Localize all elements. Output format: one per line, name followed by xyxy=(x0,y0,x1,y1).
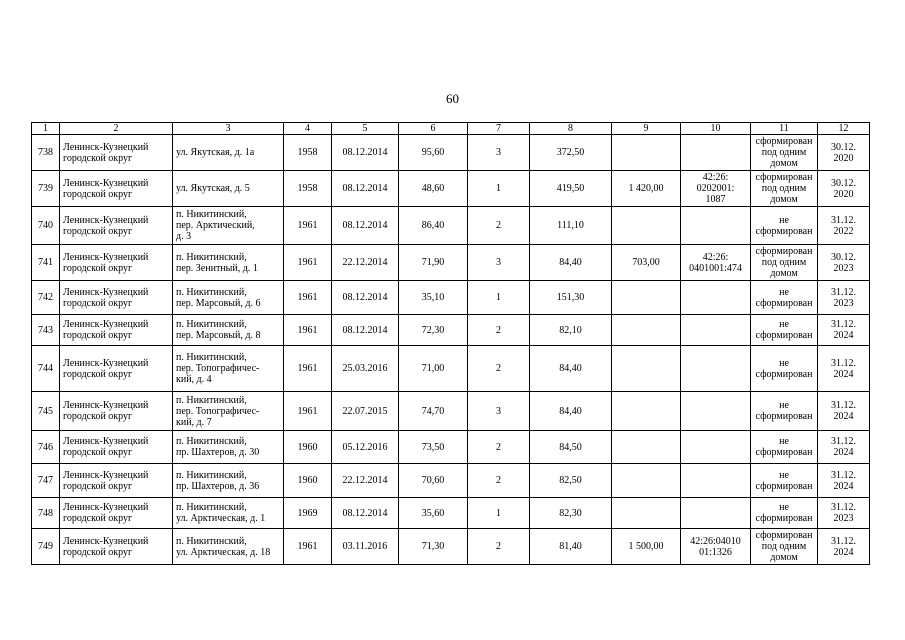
deadline-cell: 31.12. 2023 xyxy=(818,281,870,315)
area-cell: 35,10 xyxy=(399,281,468,315)
date-cell: 08.12.2014 xyxy=(332,281,399,315)
page-number: 60 xyxy=(446,91,459,106)
plot-status-cell: не сформирован xyxy=(751,392,818,431)
year-cell: 1969 xyxy=(284,498,332,529)
row-number-cell: 744 xyxy=(32,346,60,392)
count-cell: 2 xyxy=(468,346,530,392)
count-cell: 2 xyxy=(468,431,530,464)
table-row xyxy=(32,315,870,346)
deadline-cell: 30.12. 2020 xyxy=(818,135,870,171)
plot-area-cell xyxy=(612,207,681,245)
deadline-cell: 31.12. 2024 xyxy=(818,464,870,498)
municipality-cell: Ленинск-Кузнецкий городской округ xyxy=(60,529,173,565)
plot-status-cell: не сформирован xyxy=(751,315,818,346)
column-number-row xyxy=(32,123,870,135)
area-cell: 71,90 xyxy=(399,245,468,281)
plot-area-cell xyxy=(612,135,681,171)
table-row xyxy=(32,529,870,565)
year-cell: 1961 xyxy=(284,392,332,431)
address-cell: п. Никитинский, пер. Зенитный, д. 1 xyxy=(173,245,284,281)
plot-status-cell: сформирован под одним домом xyxy=(751,245,818,281)
count-cell: 3 xyxy=(468,245,530,281)
cadastral-number-cell xyxy=(681,392,751,431)
table-row xyxy=(32,171,870,207)
year-cell: 1961 xyxy=(284,346,332,392)
date-cell: 22.12.2014 xyxy=(332,245,399,281)
deadline-cell: 30.12. 2023 xyxy=(818,245,870,281)
count-cell: 3 xyxy=(468,392,530,431)
deadline-cell: 31.12. 2023 xyxy=(818,498,870,529)
date-cell: 08.12.2014 xyxy=(332,135,399,171)
plot-area-cell xyxy=(612,431,681,464)
plot-area-cell xyxy=(612,464,681,498)
land-area-cell: 82,30 xyxy=(530,498,612,529)
land-area-cell: 372,50 xyxy=(530,135,612,171)
area-cell: 95,60 xyxy=(399,135,468,171)
land-area-cell: 151,30 xyxy=(530,281,612,315)
count-cell: 1 xyxy=(468,281,530,315)
year-cell: 1958 xyxy=(284,135,332,171)
cadastral-number-cell xyxy=(681,431,751,464)
municipality-cell: Ленинск-Кузнецкий городской округ xyxy=(60,346,173,392)
col-header-12: 12 xyxy=(818,123,870,135)
land-area-cell: 111,10 xyxy=(530,207,612,245)
date-cell: 22.07.2015 xyxy=(332,392,399,431)
col-header-3: 3 xyxy=(173,123,284,135)
col-header-2: 2 xyxy=(60,123,173,135)
count-cell: 2 xyxy=(468,529,530,565)
row-number-cell: 739 xyxy=(32,171,60,207)
municipality-cell: Ленинск-Кузнецкий городской округ xyxy=(60,315,173,346)
col-header-7: 7 xyxy=(468,123,530,135)
cadastral-number-cell xyxy=(681,281,751,315)
address-cell: п. Никитинский, пер. Топографичес- кий, д. 7 xyxy=(173,392,284,431)
cadastral-number-cell: 42:26: 0202001: 1087 xyxy=(681,171,751,207)
address-cell: п. Никитинский, пер. Марсовый, д. 8 xyxy=(173,315,284,346)
municipality-cell: Ленинск-Кузнецкий городской округ xyxy=(60,464,173,498)
municipality-cell: Ленинск-Кузнецкий городской округ xyxy=(60,431,173,464)
municipality-cell: Ленинск-Кузнецкий городской округ xyxy=(60,245,173,281)
count-cell: 2 xyxy=(468,464,530,498)
plot-area-cell: 1 420,00 xyxy=(612,171,681,207)
cadastral-number-cell: 42:26: 0401001:474 xyxy=(681,245,751,281)
cadastral-number-cell: 42:26:04010 01:1326 xyxy=(681,529,751,565)
date-cell: 08.12.2014 xyxy=(332,498,399,529)
area-cell: 86,40 xyxy=(399,207,468,245)
area-cell: 72,30 xyxy=(399,315,468,346)
municipality-cell: Ленинск-Кузнецкий городской округ xyxy=(60,392,173,431)
land-area-cell: 82,10 xyxy=(530,315,612,346)
land-area-cell: 84,50 xyxy=(530,431,612,464)
housing-register-table xyxy=(31,122,870,565)
table-row xyxy=(32,207,870,245)
land-area-cell: 81,40 xyxy=(530,529,612,565)
plot-status-cell: сформирован под одним домом xyxy=(751,529,818,565)
col-header-8: 8 xyxy=(530,123,612,135)
year-cell: 1958 xyxy=(284,171,332,207)
municipality-cell: Ленинск-Кузнецкий городской округ xyxy=(60,207,173,245)
row-number-cell: 749 xyxy=(32,529,60,565)
row-number-cell: 742 xyxy=(32,281,60,315)
table-row xyxy=(32,346,870,392)
address-cell: п. Никитинский, пр. Шахтеров, д. 30 xyxy=(173,431,284,464)
row-number-cell: 738 xyxy=(32,135,60,171)
col-header-10: 10 xyxy=(681,123,751,135)
area-cell: 71,00 xyxy=(399,346,468,392)
count-cell: 2 xyxy=(468,207,530,245)
plot-area-cell xyxy=(612,346,681,392)
table-row xyxy=(32,392,870,431)
plot-area-cell: 1 500,00 xyxy=(612,529,681,565)
land-area-cell: 84,40 xyxy=(530,346,612,392)
plot-area-cell: 703,00 xyxy=(612,245,681,281)
plot-status-cell: не сформирован xyxy=(751,431,818,464)
area-cell: 48,60 xyxy=(399,171,468,207)
address-cell: п. Никитинский, ул. Арктическая, д. 1 xyxy=(173,498,284,529)
year-cell: 1961 xyxy=(284,281,332,315)
cadastral-number-cell xyxy=(681,315,751,346)
count-cell: 3 xyxy=(468,135,530,171)
year-cell: 1960 xyxy=(284,464,332,498)
date-cell: 05.12.2016 xyxy=(332,431,399,464)
plot-area-cell xyxy=(612,315,681,346)
date-cell: 03.11.2016 xyxy=(332,529,399,565)
year-cell: 1961 xyxy=(284,315,332,346)
deadline-cell: 31.12. 2024 xyxy=(818,392,870,431)
table-row xyxy=(32,498,870,529)
area-cell: 35,60 xyxy=(399,498,468,529)
table-row xyxy=(32,281,870,315)
date-cell: 08.12.2014 xyxy=(332,207,399,245)
address-cell: п. Никитинский, пр. Шахтеров, д. 36 xyxy=(173,464,284,498)
deadline-cell: 31.12. 2022 xyxy=(818,207,870,245)
cadastral-number-cell xyxy=(681,135,751,171)
table-row xyxy=(32,245,870,281)
area-cell: 71,30 xyxy=(399,529,468,565)
year-cell: 1960 xyxy=(284,431,332,464)
plot-status-cell: не сформирован xyxy=(751,498,818,529)
area-cell: 74,70 xyxy=(399,392,468,431)
address-cell: ул. Якутская, д. 5 xyxy=(173,171,284,207)
year-cell: 1961 xyxy=(284,245,332,281)
plot-status-cell: не сформирован xyxy=(751,207,818,245)
year-cell: 1961 xyxy=(284,529,332,565)
municipality-cell: Ленинск-Кузнецкий городской округ xyxy=(60,135,173,171)
deadline-cell: 31.12. 2024 xyxy=(818,529,870,565)
year-cell: 1961 xyxy=(284,207,332,245)
col-header-11: 11 xyxy=(751,123,818,135)
plot-status-cell: не сформирован xyxy=(751,281,818,315)
row-number-cell: 741 xyxy=(32,245,60,281)
address-cell: п. Никитинский, пер. Марсовый, д. 6 xyxy=(173,281,284,315)
deadline-cell: 31.12. 2024 xyxy=(818,346,870,392)
municipality-cell: Ленинск-Кузнецкий городской округ xyxy=(60,281,173,315)
address-cell: ул. Якутская, д. 1а xyxy=(173,135,284,171)
land-area-cell: 419,50 xyxy=(530,171,612,207)
deadline-cell: 31.12. 2024 xyxy=(818,431,870,464)
deadline-cell: 31.12. 2024 xyxy=(818,315,870,346)
municipality-cell: Ленинск-Кузнецкий городской округ xyxy=(60,498,173,529)
table-row xyxy=(32,431,870,464)
col-header-4: 4 xyxy=(284,123,332,135)
row-number-cell: 740 xyxy=(32,207,60,245)
cadastral-number-cell xyxy=(681,464,751,498)
row-number-cell: 748 xyxy=(32,498,60,529)
area-cell: 73,50 xyxy=(399,431,468,464)
table-row xyxy=(32,464,870,498)
row-number-cell: 743 xyxy=(32,315,60,346)
address-cell: п. Никитинский, пер. Арктический, д. 3 xyxy=(173,207,284,245)
plot-area-cell xyxy=(612,498,681,529)
table-row xyxy=(32,135,870,171)
count-cell: 2 xyxy=(468,315,530,346)
plot-status-cell: сформирован под одним домом xyxy=(751,171,818,207)
row-number-cell: 747 xyxy=(32,464,60,498)
deadline-cell: 30.12. 2020 xyxy=(818,171,870,207)
land-area-cell: 84,40 xyxy=(530,245,612,281)
area-cell: 70,60 xyxy=(399,464,468,498)
address-cell: п. Никитинский, ул. Арктическая, д. 18 xyxy=(173,529,284,565)
count-cell: 1 xyxy=(468,171,530,207)
land-area-cell: 84,40 xyxy=(530,392,612,431)
col-header-1: 1 xyxy=(32,123,60,135)
cadastral-number-cell xyxy=(681,498,751,529)
date-cell: 08.12.2014 xyxy=(332,171,399,207)
plot-status-cell: не сформирован xyxy=(751,346,818,392)
plot-area-cell xyxy=(612,281,681,315)
plot-area-cell xyxy=(612,392,681,431)
municipality-cell: Ленинск-Кузнецкий городской округ xyxy=(60,171,173,207)
row-number-cell: 745 xyxy=(32,392,60,431)
count-cell: 1 xyxy=(468,498,530,529)
plot-status-cell: сформирован под одним домом xyxy=(751,135,818,171)
row-number-cell: 746 xyxy=(32,431,60,464)
date-cell: 22.12.2014 xyxy=(332,464,399,498)
cadastral-number-cell xyxy=(681,207,751,245)
address-cell: п. Никитинский, пер. Топографичес- кий, д. 4 xyxy=(173,346,284,392)
date-cell: 25.03.2016 xyxy=(332,346,399,392)
col-header-5: 5 xyxy=(332,123,399,135)
date-cell: 08.12.2014 xyxy=(332,315,399,346)
cadastral-number-cell xyxy=(681,346,751,392)
col-header-6: 6 xyxy=(399,123,468,135)
col-header-9: 9 xyxy=(612,123,681,135)
land-area-cell: 82,50 xyxy=(530,464,612,498)
plot-status-cell: не сформирован xyxy=(751,464,818,498)
